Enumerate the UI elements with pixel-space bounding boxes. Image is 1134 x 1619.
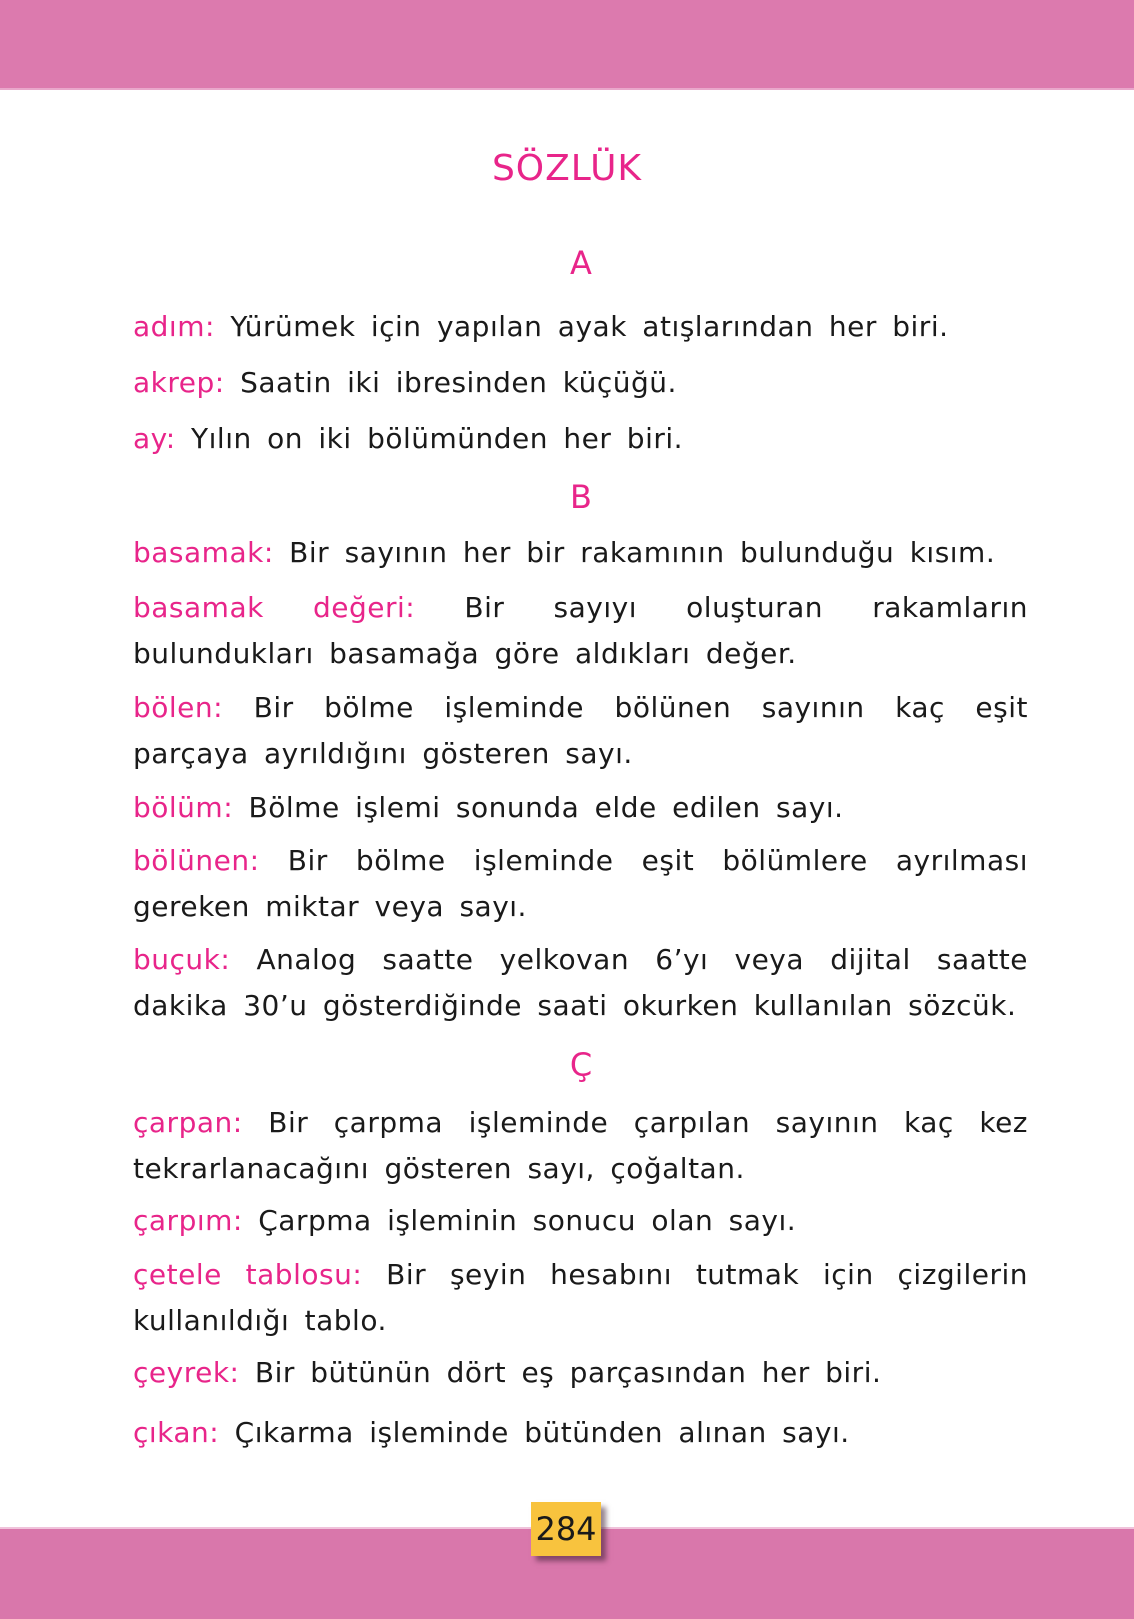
entry-term: adım: bbox=[133, 310, 215, 343]
entry-term: çıkan: bbox=[133, 1416, 220, 1449]
entry-definition: Çarpma işleminin sonucu olan sayı. bbox=[258, 1204, 797, 1237]
section-letter-c-cedilla: Ç bbox=[569, 1046, 593, 1084]
entry-definition: Bölme işlemi sonunda elde edilen sayı. bbox=[248, 791, 844, 824]
page-title: SÖZLÜK bbox=[491, 148, 643, 189]
entry-term: akrep: bbox=[133, 366, 225, 399]
glossary-entry bbox=[133, 585, 1028, 677]
entry-definition: Yılın on iki bölümünden her biri. bbox=[191, 422, 684, 455]
entry-term: buçuk: bbox=[133, 943, 231, 976]
section-letter-a: A bbox=[570, 244, 592, 282]
entry-definition: Yürümek için yapılan ayak atışlarından her biri. bbox=[230, 310, 949, 343]
entry-definition: Bir bütünün dört eş parçasından her biri. bbox=[254, 1356, 882, 1389]
entry-term: çetele tablosu: bbox=[133, 1258, 363, 1291]
entry-definition: Bir bölme işleminde bölünen sayının kaç eşit parçaya ayrıldığını gösteren sayı. bbox=[133, 691, 1028, 770]
glossary-entry bbox=[133, 1252, 1028, 1344]
entry-term: çarpım: bbox=[133, 1204, 243, 1237]
entry-definition: Bir sayıyı oluşturan rakamların bulundukları basamağa göre aldıkları değer. bbox=[133, 591, 1029, 670]
entry-term: bölüm: bbox=[133, 791, 234, 824]
glossary-entry bbox=[133, 1198, 1028, 1244]
entry-term: bölünen: bbox=[133, 844, 260, 877]
entry-definition: Bir şeyin hesabını tutmak için çizgilerin kullanıldığı tablo. bbox=[133, 1258, 1029, 1337]
glossary-entry bbox=[133, 304, 1028, 350]
glossary-entry bbox=[133, 785, 1028, 831]
entry-definition: Bir bölme işleminde eşit bölümlere ayrılması gereken miktar veya sayı. bbox=[133, 844, 1028, 923]
glossary-entry bbox=[133, 1100, 1028, 1192]
header-band bbox=[0, 0, 1134, 90]
glossary-entry bbox=[133, 685, 1028, 777]
section-letter-b: B bbox=[570, 478, 592, 516]
entry-term: çarpan: bbox=[133, 1106, 243, 1139]
glossary-entry bbox=[133, 416, 1028, 462]
glossary-entry bbox=[133, 1350, 1028, 1396]
entry-term: basamak değeri: bbox=[133, 591, 416, 624]
entry-definition: Bir sayının her bir rakamının bulunduğu kısım. bbox=[289, 536, 996, 569]
entry-term: bölen: bbox=[133, 691, 224, 724]
glossary-entry bbox=[133, 360, 1028, 406]
entry-definition: Bir çarpma işleminde çarpılan sayının kaç kez tekrarlanacağını gösteren sayı, çoğaltan. bbox=[133, 1106, 1028, 1185]
glossary-entry bbox=[133, 838, 1028, 930]
entry-definition: Saatin iki ibresinden küçüğü. bbox=[240, 366, 677, 399]
entry-definition: Analog saatte yelkovan 6’yı veya dijital saatte dakika 30’u gösterdiğinde saati okurken kullanılan sözcük. bbox=[133, 943, 1028, 1022]
glossary-entry bbox=[133, 937, 1028, 1029]
page-number-badge: 284 bbox=[531, 1502, 601, 1556]
entry-term: ay: bbox=[133, 422, 176, 455]
entry-term: çeyrek: bbox=[133, 1356, 240, 1389]
glossary-entry bbox=[133, 1410, 1028, 1456]
glossary-entry bbox=[133, 530, 1028, 576]
entry-term: basamak: bbox=[133, 536, 274, 569]
entry-definition: Çıkarma işleminde bütünden alınan sayı. bbox=[234, 1416, 850, 1449]
